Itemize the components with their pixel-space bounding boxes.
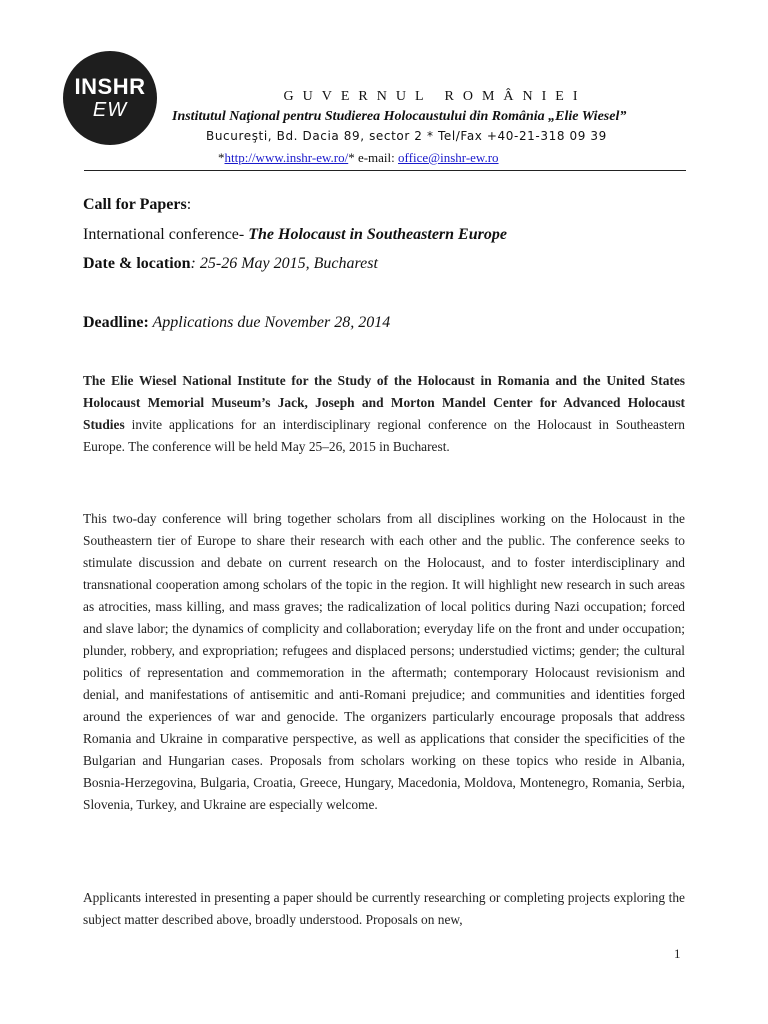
contact-line — [218, 150, 499, 166]
intro-paragraph — [83, 370, 685, 458]
deadline-value: Applications due November 28, 2014 — [148, 314, 391, 331]
deadline-label: Deadline: — [83, 314, 149, 331]
header-divider — [84, 170, 686, 171]
institute-name: Institutul Naţional pentru Studierea Holocaustului din România „Elie Wiesel” — [172, 109, 627, 124]
call-for-papers-heading — [83, 196, 191, 214]
call-colon: : — [186, 196, 192, 213]
conference-title: The Holocaust in Southeastern Europe — [248, 226, 507, 243]
conference-prefix: International conference- — [83, 226, 249, 243]
contact-prefix: * — [218, 150, 225, 165]
page-number: 1 — [674, 946, 681, 961]
date-location-value: : 25-26 May 2015, Bucharest — [190, 255, 378, 272]
logo-text-main: INSHR — [74, 74, 146, 99]
date-location-label: Date & location — [83, 255, 191, 272]
conference-description-paragraph: This two-day conference will bring together scholars from all disciplines working on the Holocaust in the Southeastern tier of Europe to share their research with each other and the public. The conference seeks to stimulate discussion and debate on current research on the Holocaust, and to foster interdisciplinary and transnational cooperation among scholars of the topic in the region. It will highlight new research in such areas as atrocities, mass killing, and mass graves; the radicalization of local politics during Nazi occupation; forced and slave labor; the dynamics of complicity and collaboration; everyday life on the front and under occupation; plunder, robbery, and expropriation; refugees and displaced persons; understudied victims; gender; the cultural politics of representation and commemoration in the aftermath; contemporary Holocaust revisionism and denial, and manifestations of antisemitic and anti-Romani prejudice; and communities and identities forged around the experiences of war and genocide. The organizers particularly encourage proposals that address Romania and Ukraine in comparative perspective, as well as applications that consider the specificities of the Bulgarian and Hungarian cases. Proposals from scholars working on these topics who reside in Albania, Bosnia-Herzegovina, Bulgaria, Croatia, Greece, Hungary, Macedonia, Moldova, Montenegro, Romania, Serbia, Slovenia, Turkey, and Ukraine are especially welcome. — [83, 511, 685, 812]
deadline-line — [83, 314, 390, 332]
institute-address: Bucureşti, Bd. Dacia 89, sector 2 * Tel/Fax +40-21-318 09 39 — [206, 129, 607, 143]
contact-mid: * e-mail: — [348, 150, 399, 165]
date-location-line — [83, 255, 378, 273]
email-link[interactable]: office@inshr-ew.ro — [398, 150, 499, 165]
conference-line — [83, 226, 507, 244]
intro-rest: invite applications for an interdisciplinary regional conference on the Holocaust in Southeastern Europe. The conference will be held May 25–26, 2015 in Bucharest. — [83, 417, 685, 454]
website-link[interactable]: http://www.inshr-ew.ro/ — [224, 150, 349, 165]
government-heading: GUVERNUL ROMÂNIEI — [283, 89, 587, 104]
logo-text-sub: EW — [92, 99, 128, 121]
intro-bold-organizers: The Elie Wiesel National Institute for the Study of the Holocaust in Romania and the United States Holocaust Memorial Museum’s Jack, Joseph and Morton Mandel Center for Advanced Holocaust Studies — [83, 373, 685, 432]
applicants-paragraph: Applicants interested in presenting a paper should be currently researching or completing projects exploring the subject matter described above, broadly understood. Proposals on new, — [83, 890, 685, 927]
call-label: Call for Papers — [83, 196, 187, 213]
inshr-ew-logo — [63, 51, 157, 145]
